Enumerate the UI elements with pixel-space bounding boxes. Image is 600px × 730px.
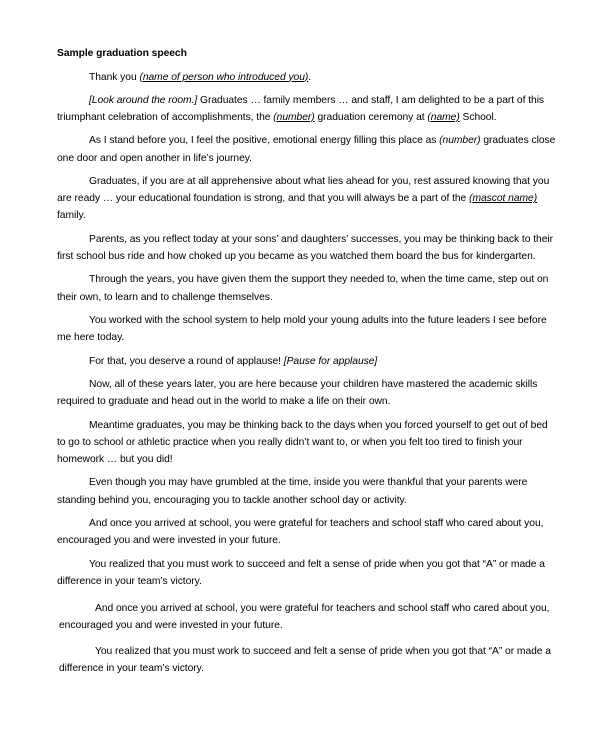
- text: Thank you: [89, 71, 140, 83]
- placeholder-number: (number): [273, 112, 315, 124]
- paragraph-realized-work: You realized that you must work to succeed and felt a sense of pride when you got that “A” or made a difference in your team’s victory.: [57, 558, 545, 587]
- placeholder-graduate-count: (number): [439, 135, 481, 147]
- stage-direction: [Pause for applause]: [283, 355, 378, 367]
- placeholder-mascot-name: (mascot name): [469, 193, 538, 205]
- document-title: Sample graduation speech: [57, 48, 187, 59]
- stage-direction: [Look around the room.]: [89, 94, 198, 106]
- text: School.: [459, 112, 497, 124]
- paragraph-support: Through the years, you have given them the support they needed to, when the time came, step out on their own, to learn and to challenge themselves.: [57, 274, 549, 303]
- text: As I stand before you, I feel the positive, emotional energy filling this place as: [89, 135, 440, 147]
- text: Graduates, if you are at all apprehensive about what lies ahead for you, rest assured knowing that you are ready … your educational foundation is strong, and that you will always be a part of the: [57, 176, 550, 205]
- paragraph-meantime: Meantime graduates, you may be thinking back to the days when you forced yourself to get out of bed to go to school or athletic practice when you really didn’t want to, or when you felt too tired to finish your homework … but you did!: [57, 419, 548, 466]
- placeholder-introducer: (name of person who introduced you): [139, 71, 309, 83]
- paragraph-school-system: You worked with the school system to help mold your young adults into the future leaders I see before me here today.: [57, 315, 547, 344]
- paragraph-thanks: [57, 69, 557, 86]
- paragraph-realized-work-repeat: You realized that you must work to succeed and felt a sense of pride when you got that “A” or made a difference in your team’s victory.: [59, 645, 551, 675]
- paragraph-applause: [57, 353, 557, 370]
- paragraph-mastered-skills: Now, all of these years later, you are here because your children have mastered the academic skills required to graduate and head out in the world to make a life on their own.: [57, 379, 538, 408]
- paragraph-parents: Parents, as you reflect today at your sons’ and daughters’ successes, you may be thinking back to their first school bus ride and how choked up you became as you watched them board the bus for kindergarten.: [57, 233, 553, 263]
- paragraph-arrived-school: And once you arrived at school, you were grateful for teachers and school staff who cared about you, encouraged you and were invested in your future.: [57, 518, 544, 547]
- paragraph-energy: [57, 132, 557, 166]
- paragraph-grumbled: Even though you may have grumbled at the time, inside you were thankful that your parents were standing behind you, encouraging you to tackle another school day or activity.: [57, 477, 528, 506]
- text: graduates close one door and open another in life’s journey.: [57, 135, 556, 164]
- document-page: [57, 45, 557, 686]
- paragraph-welcome: [57, 92, 557, 126]
- placeholder-school-name: (name): [427, 112, 460, 124]
- paragraph-graduates-ready: [57, 173, 557, 225]
- paragraph-arrived-school-repeat: And once you arrived at school, you were grateful for teachers and school staff who cared about you, encouraged you and were invested in your future.: [59, 603, 550, 632]
- text: family.: [57, 210, 86, 222]
- text: graduation ceremony at: [314, 112, 428, 124]
- text: Graduates … family members … and staff, I am delighted to be a part of this triumphant celebration of accomplishments, the: [57, 94, 545, 124]
- text: For that, you deserve a round of applause!: [89, 355, 284, 367]
- text: .: [308, 71, 312, 83]
